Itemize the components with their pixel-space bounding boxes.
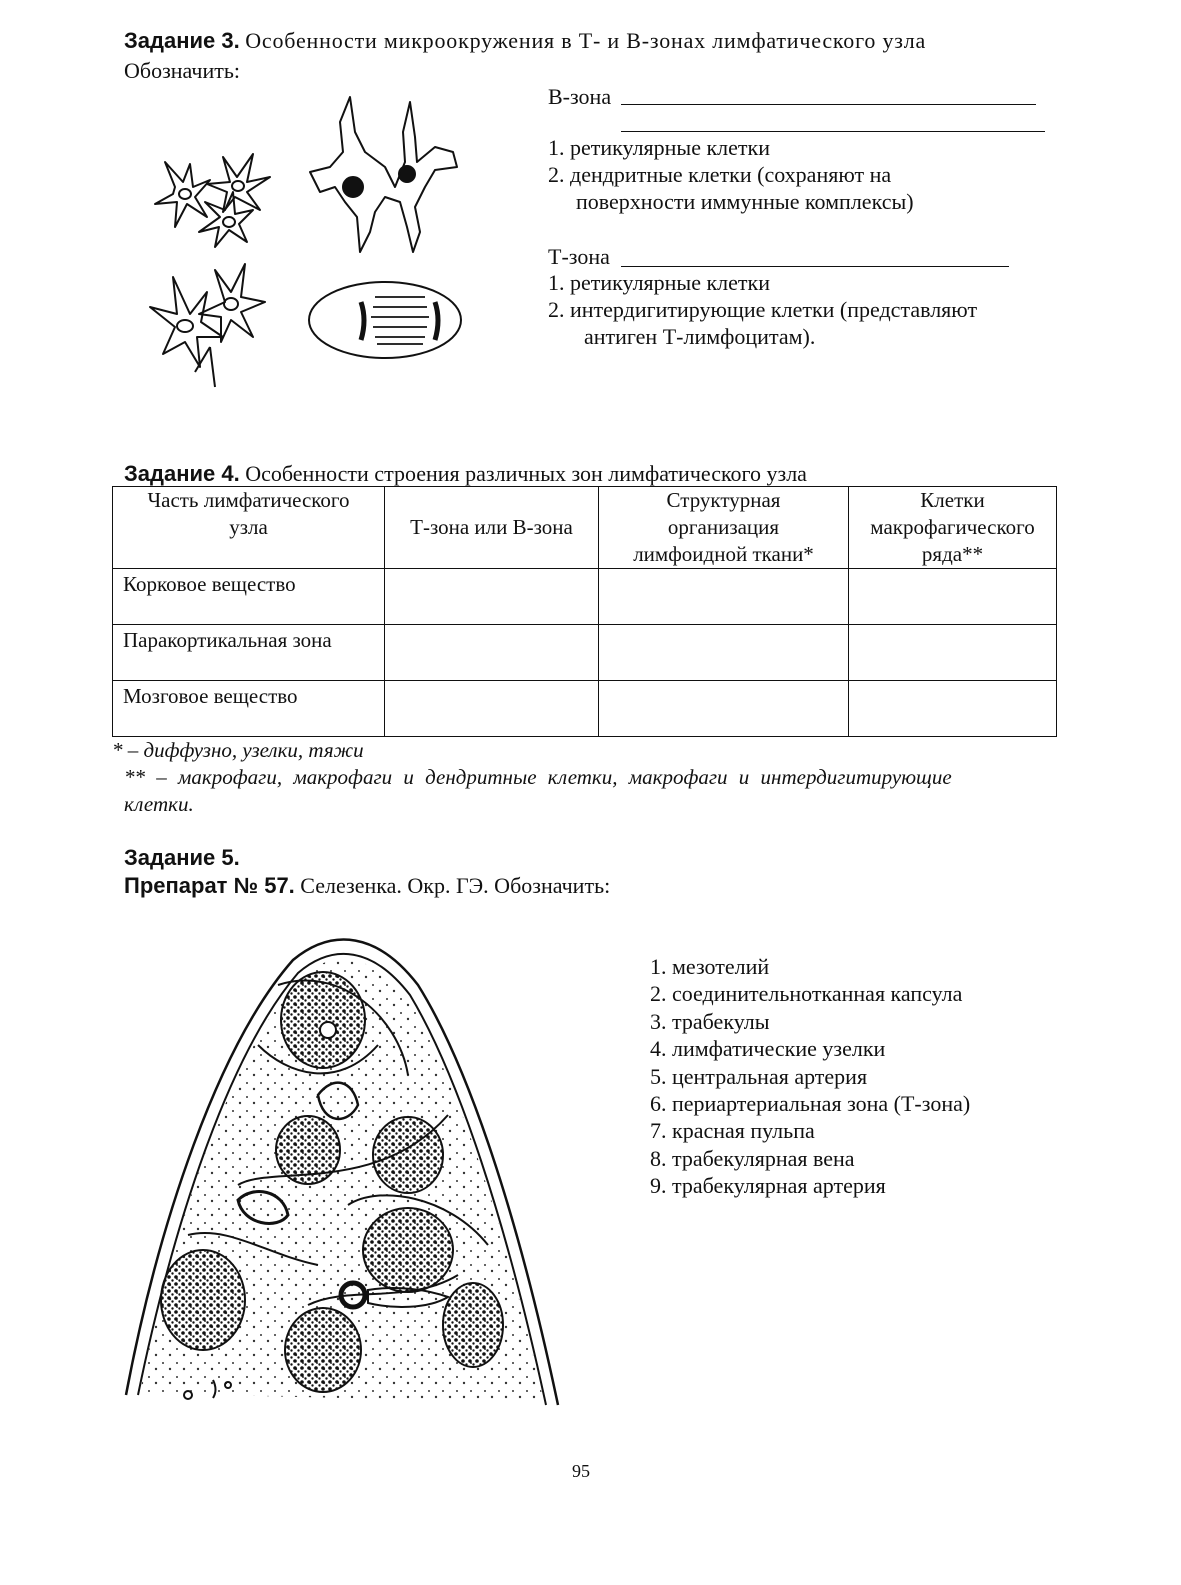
col-header-macrophage xyxy=(849,487,1057,569)
table-cell-empty[interactable] xyxy=(385,569,599,625)
col-header-structure-line2: организация xyxy=(667,515,780,539)
tzone-item-2: 2. интердигитирующие клетки (представляют xyxy=(548,297,978,322)
table-cell-empty[interactable] xyxy=(599,681,849,737)
col-header-structure-line1: Структурная xyxy=(666,488,781,512)
microenvironment-cells-illustration xyxy=(135,92,475,392)
task5-prep-text: Селезенка. Окр. ГЭ. Обозначить: xyxy=(300,873,611,898)
col-header-structure xyxy=(599,487,849,569)
bzone-item-2-cont: поверхности иммунные комплексы) xyxy=(576,189,914,214)
zones-table xyxy=(112,486,1057,737)
table-cell-empty[interactable] xyxy=(849,569,1057,625)
col-header-part-line2: узла xyxy=(229,515,268,539)
table-cell-empty[interactable] xyxy=(849,625,1057,681)
spleen-section-illustration xyxy=(118,925,568,1415)
legend-item: 9. трабекулярная артерия xyxy=(650,1173,886,1199)
row-label-medulla: Мозговое вещество xyxy=(113,681,385,737)
task5-heading xyxy=(124,845,240,871)
task3-subheading: Обозначить: xyxy=(124,58,241,83)
task4-heading xyxy=(124,461,807,487)
col-header-structure-line3: лимфоидной ткани* xyxy=(633,542,814,566)
table-row xyxy=(113,625,1057,681)
tzone-item-1: 1. ретикулярные клетки xyxy=(548,270,770,295)
footnote-2: ** – макрофаги, макрофаги и дендритные клетки, макрофаги и интердигитирующие xyxy=(124,765,952,789)
tzone-answer-line[interactable] xyxy=(621,266,1009,267)
table-header-row xyxy=(113,487,1057,569)
table-row xyxy=(113,569,1057,625)
col-header-part xyxy=(113,487,385,569)
col-header-macrophage-line2: макрофагического xyxy=(870,515,1035,539)
legend-item: 6. периартериальная зона (Т-зона) xyxy=(650,1090,971,1116)
page-number: 95 xyxy=(572,1461,590,1481)
legend-item: 3. трабекулы xyxy=(650,1008,770,1034)
task4-heading-bold: Задание 4. xyxy=(124,461,240,486)
task3-heading-text: Особенности микроокружения в Т- и В-зонах лимфатического узла xyxy=(245,28,927,53)
col-header-macrophage-line3: ряда** xyxy=(921,542,984,566)
footnote-2-cont: клетки. xyxy=(124,792,194,816)
table-cell-empty[interactable] xyxy=(599,625,849,681)
task4-heading-text: Особенности строения различных зон лимфатического узла xyxy=(245,461,807,486)
col-header-part-line1: Часть лимфатического xyxy=(147,488,350,512)
bzone-item-1: 1. ретикулярные клетки xyxy=(548,135,770,160)
task5-heading-bold: Задание 5. xyxy=(124,845,240,870)
task3-heading xyxy=(124,28,1046,54)
bzone-answer-line-2[interactable] xyxy=(621,131,1045,132)
table-cell-empty[interactable] xyxy=(599,569,849,625)
table-cell-empty[interactable] xyxy=(385,625,599,681)
col-header-zone xyxy=(385,487,599,569)
col-header-macrophage-line1: Клетки xyxy=(920,488,985,512)
row-label-paracortex: Паракортикальная зона xyxy=(113,625,385,681)
row-label-cortex: Корковое вещество xyxy=(113,569,385,625)
table-cell-empty[interactable] xyxy=(385,681,599,737)
legend-item: 2. соединительнотканная капсула xyxy=(650,981,963,1007)
footnote-1: * – диффузно, узелки, тяжи xyxy=(112,738,364,762)
legend-item: 7. красная пульпа xyxy=(650,1118,815,1144)
tzone-item-2-cont: антиген Т-лимфоцитам). xyxy=(584,324,816,349)
col-header-zone-line1: Т-зона или В-зона xyxy=(410,515,573,539)
table-cell-empty[interactable] xyxy=(849,681,1057,737)
task3-heading-bold: Задание 3. xyxy=(124,28,240,53)
bzone-answer-line[interactable] xyxy=(621,104,1036,105)
bzone-label: В-зона xyxy=(548,84,612,109)
task5-legend xyxy=(650,954,970,1201)
task5-prep xyxy=(124,873,610,899)
tzone-label: Т-зона xyxy=(548,244,610,269)
table-row xyxy=(113,681,1057,737)
task5-prep-bold: Препарат № 57. xyxy=(124,873,295,898)
legend-item: 1. мезотелий xyxy=(650,954,770,979)
legend-item: 5. центральная артерия xyxy=(650,1063,868,1089)
legend-item: 4. лимфатические узелки xyxy=(650,1036,886,1062)
bzone-item-2: 2. дендритные клетки (сохраняют на xyxy=(548,162,892,187)
legend-item: 8. трабекулярная вена xyxy=(650,1145,855,1171)
